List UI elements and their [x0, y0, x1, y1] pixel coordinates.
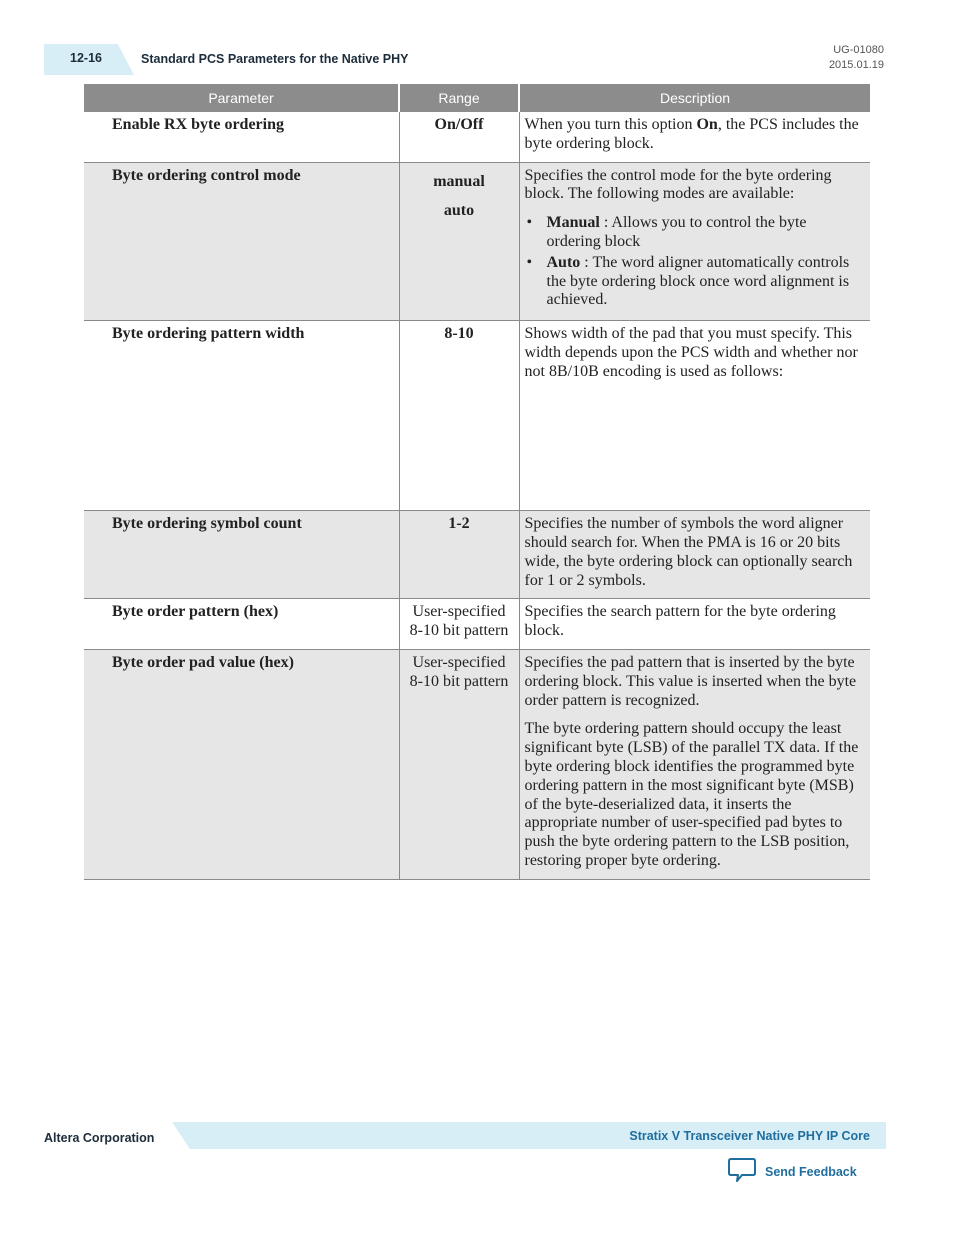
table-row [84, 649, 870, 879]
list-item [525, 214, 865, 252]
range-line: User-specified [412, 653, 506, 671]
table-row [84, 162, 870, 321]
list-item-text: : Allows you to control the byte ordering block [546, 214, 807, 250]
parameter-range [399, 162, 519, 321]
section-title: Standard PCS Parameters for the Native PHY [141, 52, 409, 66]
column-header-parameter: Parameter [84, 84, 399, 112]
range-line: 8-10 bit pattern [409, 622, 509, 640]
list-item-term: Manual [546, 214, 600, 232]
parameter-description [519, 162, 870, 321]
parameter-name: Byte ordering pattern width [84, 321, 399, 511]
range-line: 8-10 bit pattern [409, 672, 509, 690]
parameter-description: Shows width of the pad that you must specify. This width depends upon the PCS width and whether nor not 8B/10B encoding is used as follows: [519, 321, 870, 511]
table-row [84, 321, 870, 511]
parameter-name: Enable RX byte ordering [84, 112, 399, 162]
range-line: User-specified [412, 603, 506, 621]
parameter-description [519, 649, 870, 879]
range-option: manual [433, 172, 485, 190]
parameter-name: Byte order pad value (hex) [84, 649, 399, 879]
description-paragraph: The byte ordering pattern should occupy the least significant byte (LSB) of the parallel TX data. If the byte ordering block identifies the programmed byte ordering pattern in the most significant byte (MSB) of the byte-deserialized data, it inserts the appropriate number of user-specified pad bytes to push the byte ordering pattern to the LSB position, restoring proper byte ordering. [524, 720, 859, 869]
mode-list [525, 214, 865, 310]
table-header-row [84, 84, 870, 112]
parameter-name: Byte order pattern (hex) [84, 599, 399, 650]
doc-date: 2015.01.19 [828, 58, 884, 71]
description-paragraph: Specifies the pad pattern that is inserted by the byte ordering block. This value is inserted when the byte order pattern is recognized. [524, 653, 857, 709]
range-option: auto [443, 202, 475, 220]
description-text: , the PCS includes the byte ordering block. [524, 116, 859, 152]
footer-document-title[interactable]: Stratix V Transceiver Native PHY IP Core [629, 1129, 870, 1143]
column-header-description: Description [519, 84, 870, 112]
bullet-icon: • [526, 253, 533, 271]
parameter-description: Specifies the search pattern for the byte ordering block. [519, 599, 870, 650]
column-header-range: Range [399, 84, 519, 112]
parameter-range: On/Off [399, 112, 519, 162]
page-number: 12-16 [70, 51, 102, 65]
send-feedback-link[interactable] [728, 1158, 857, 1186]
parameter-name: Byte ordering control mode [84, 162, 399, 321]
description-text: When you turn this option [524, 116, 697, 133]
send-feedback-label: Send Feedback [765, 1165, 857, 1179]
parameter-description [519, 112, 870, 162]
parameter-range: 8-10 [399, 321, 519, 511]
list-item-text: : The word aligner automatically controls the byte ordering block once word alignment is achieved. [546, 253, 850, 309]
doc-id-number: UG-01080 [833, 44, 884, 56]
list-item-term: Auto [546, 253, 581, 271]
description-text: Specifies the control mode for the byte ordering block. The following modes are available: [524, 166, 832, 203]
footer-company: Altera Corporation [44, 1131, 155, 1145]
speech-bubble-icon [728, 1156, 756, 1189]
bullet-icon: • [526, 214, 533, 232]
description-emphasis: On [696, 116, 718, 133]
parameter-name: Byte ordering symbol count [84, 511, 399, 599]
parameter-range [399, 649, 519, 879]
table-row [84, 511, 870, 599]
table-row [84, 599, 870, 650]
document-id [829, 43, 884, 72]
parameter-range [399, 599, 519, 650]
parameter-description: Specifies the number of symbols the word aligner should search for. When the PMA is 16 or 20 bits wide, the byte ordering block can optionally search for 1 or 2 symbols. [519, 511, 870, 599]
parameter-range: 1-2 [399, 511, 519, 599]
parameters-table [84, 84, 870, 880]
list-item [525, 254, 865, 310]
table-row [84, 112, 870, 162]
